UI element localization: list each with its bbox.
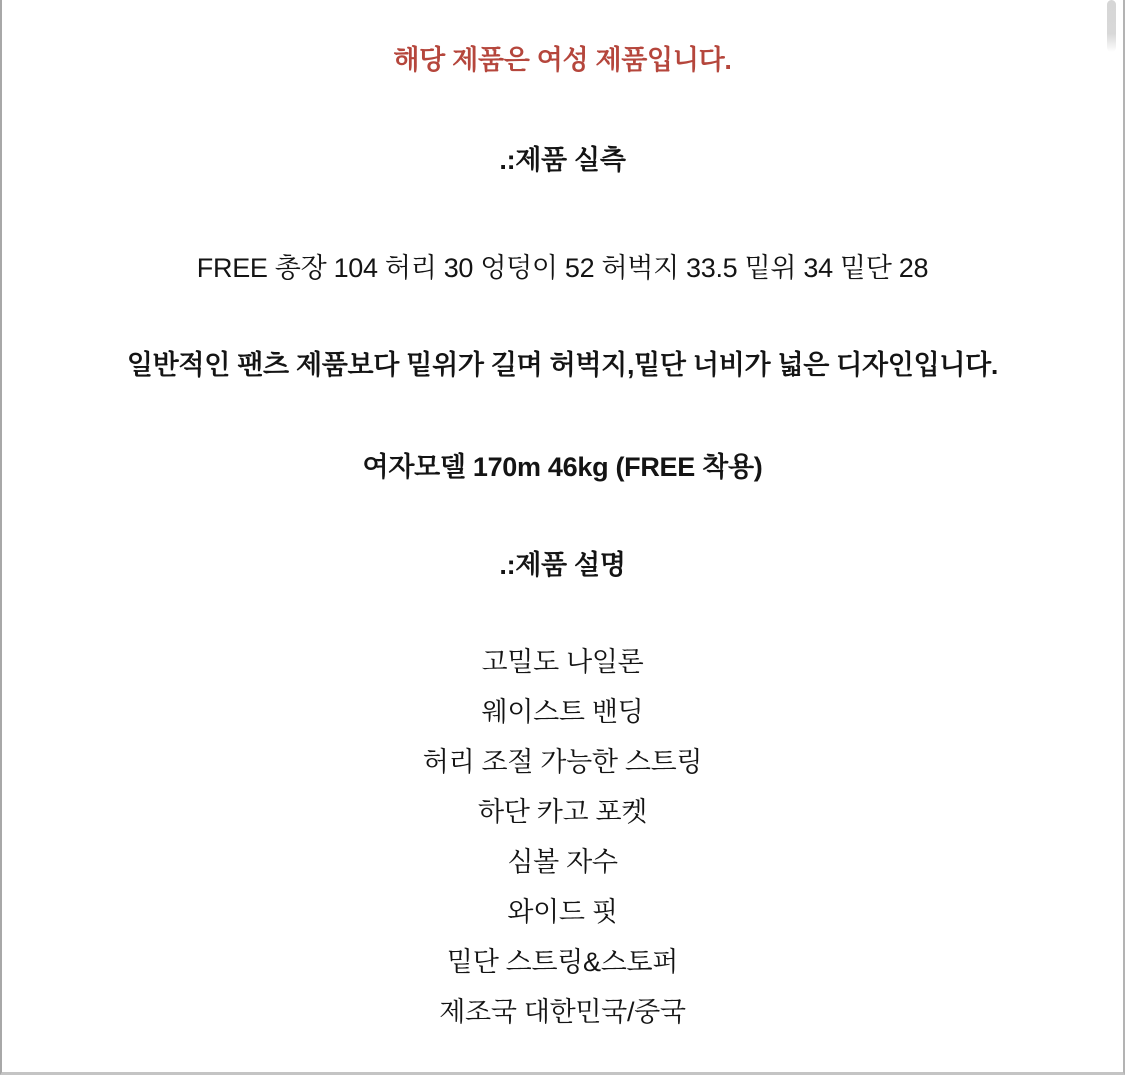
design-note-text: 일반적인 팬츠 제품보다 밑위가 길며 허벅지,밑단 너비가 넓은 디자인입니다. bbox=[126, 350, 999, 380]
feature-list bbox=[2, 637, 1123, 1037]
description-section-heading: .:제품 설명 bbox=[499, 550, 626, 580]
feature-item-waist-string: 허리 조절 가능한 스트링 bbox=[422, 747, 703, 777]
size-measurements-text: FREE 총장 104 허리 30 엉덩이 52 허벅지 33.5 밑위 34 밑단 28 bbox=[196, 253, 929, 283]
feature-item-country-of-origin: 제조국 대한민국/중국 bbox=[439, 997, 686, 1027]
feature-item-symbol-embroidery: 심볼 자수 bbox=[507, 847, 618, 877]
feature-item-hem-string-stopper: 밑단 스트링&스토퍼 bbox=[446, 947, 679, 977]
feature-item-fabric: 고밀도 나일론 bbox=[481, 647, 644, 677]
feature-item-wide-fit: 와이드 핏 bbox=[507, 897, 618, 927]
gender-notice-text: 해당 제품은 여성 제품입니다. bbox=[393, 45, 732, 75]
model-info-text: 여자모델 170m 46kg (FREE 착용) bbox=[362, 452, 763, 482]
measurement-section-heading: .:제품 실측 bbox=[499, 145, 626, 175]
feature-item-cargo-pocket: 하단 카고 포켓 bbox=[477, 797, 648, 827]
feature-item-waist-banding: 웨이스트 밴딩 bbox=[481, 697, 644, 727]
